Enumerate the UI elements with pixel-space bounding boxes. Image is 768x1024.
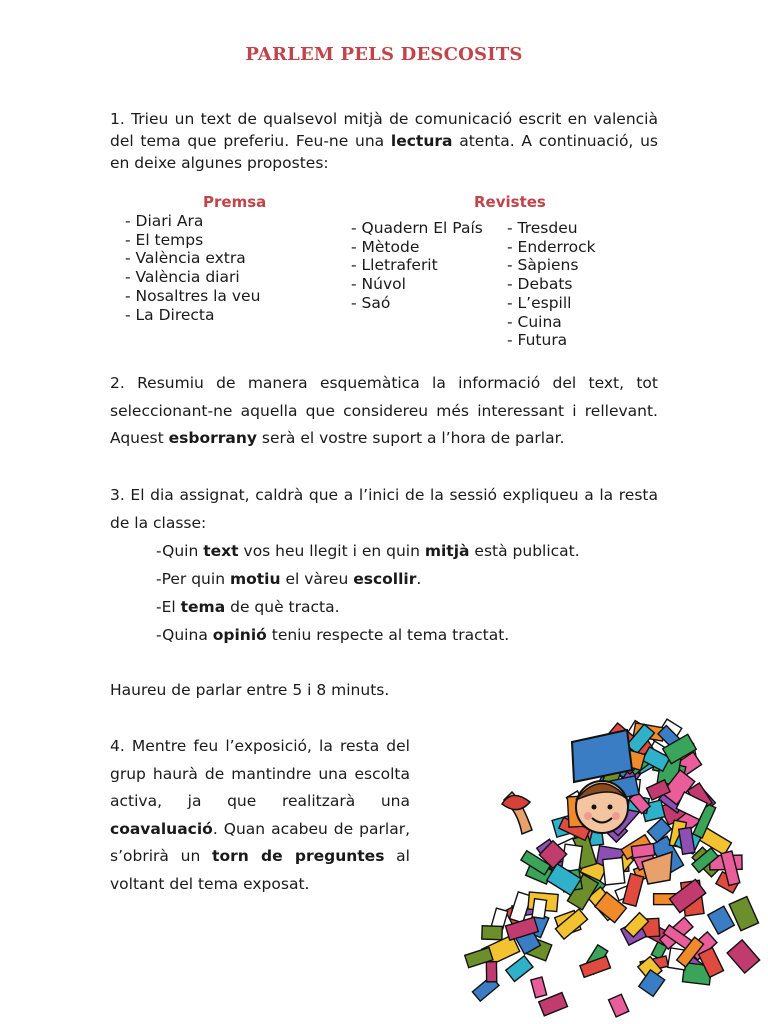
list-item: - València extra xyxy=(125,249,246,268)
book-shape xyxy=(486,962,496,982)
list-item: - Cuina xyxy=(507,312,562,331)
bullet-item: -Quina opinió teniu respecte al tema tractat. xyxy=(156,626,510,644)
bold-term: lectura xyxy=(390,132,453,150)
list-item: - Nosaltres la veu xyxy=(125,286,261,305)
bold-term: esborrany xyxy=(168,429,257,447)
list-item: - Núvol xyxy=(351,275,406,294)
book-shape xyxy=(506,956,533,982)
book-shape xyxy=(679,827,695,854)
bold-term: torn de preguntes xyxy=(212,847,385,865)
revistes-list-col2 xyxy=(507,219,596,350)
book-shape xyxy=(603,858,625,885)
list-item: - Saó xyxy=(351,293,391,312)
list-item: - Mètode xyxy=(351,237,420,256)
list-item: - Lletraferit xyxy=(351,256,438,275)
book-shape xyxy=(532,899,547,919)
list-item: - Futura xyxy=(507,331,568,350)
premsa-heading: Premsa xyxy=(203,193,267,211)
book-shape xyxy=(482,926,503,940)
book-shape xyxy=(609,994,629,1017)
book-shape xyxy=(631,844,654,858)
book-shape xyxy=(639,970,665,997)
book-shape xyxy=(727,940,760,973)
list-item: - Tresdeu xyxy=(507,219,578,237)
bold-term: coavaluació xyxy=(110,819,213,838)
list-item: - Diari Ara xyxy=(125,212,204,230)
list-item: - La Directa xyxy=(125,305,215,324)
list-item: - Quadern El País xyxy=(351,219,483,237)
page-title: PARLEM PELS DESCOSITS xyxy=(245,44,523,65)
paragraph-4: 4. Mentre feu l’exposició, la resta del grup haurà de mantindre una escolta activa, ja que realitzarà una coavaluació. Quan acabeu de parlar, s’obrirà un torn de preguntes al voltant del tema exposat. xyxy=(110,737,410,893)
paragraph-3: 3. El dia assignat, caldrà que a l’inici de la sessió expliqueu a la resta de la classe: xyxy=(110,486,658,532)
list-item: - Debats xyxy=(507,275,573,294)
bullet-item: -Per quin motiu el vàreu escollir. xyxy=(156,570,422,588)
list-item: - Sàpiens xyxy=(507,256,579,275)
bullet-item: -El tema de què tracta. xyxy=(156,598,340,616)
paragraph-1: 1. Trieu un text de qualsevol mitjà de comunicació escrit en valencià del tema que preferiu. Feu-ne una lectura atenta. A continuació, us en deixe algunes propostes: xyxy=(110,110,658,172)
list-item: - Enderrock xyxy=(507,237,596,256)
list-item: - València diari xyxy=(125,268,240,287)
bullet-item: -Quin text vos heu llegit i en quin mitjà està publicat. xyxy=(156,542,580,560)
duration-note: Haureu de parlar entre 5 i 8 minuts. xyxy=(110,681,390,699)
revistes-list-col1 xyxy=(351,219,483,313)
book-shape xyxy=(562,844,583,872)
revistes-heading: Revistes xyxy=(474,193,546,211)
list-item: - El temps xyxy=(125,230,204,249)
books-illustration-icon xyxy=(452,712,768,1024)
book-shape xyxy=(708,906,735,934)
premsa-list xyxy=(125,212,260,324)
book-shape xyxy=(623,874,644,907)
explanation-points xyxy=(156,537,580,649)
list-item: - L’espill xyxy=(507,293,572,312)
book-shape xyxy=(531,977,547,998)
paragraph-2: 2. Resumiu de manera esquemàtica la informació del text, tot seleccionant-ne aquella que considereu més interessant i rellevant. Aquest esborrany serà el vostre suport a l’hora de parlar. xyxy=(110,374,658,447)
